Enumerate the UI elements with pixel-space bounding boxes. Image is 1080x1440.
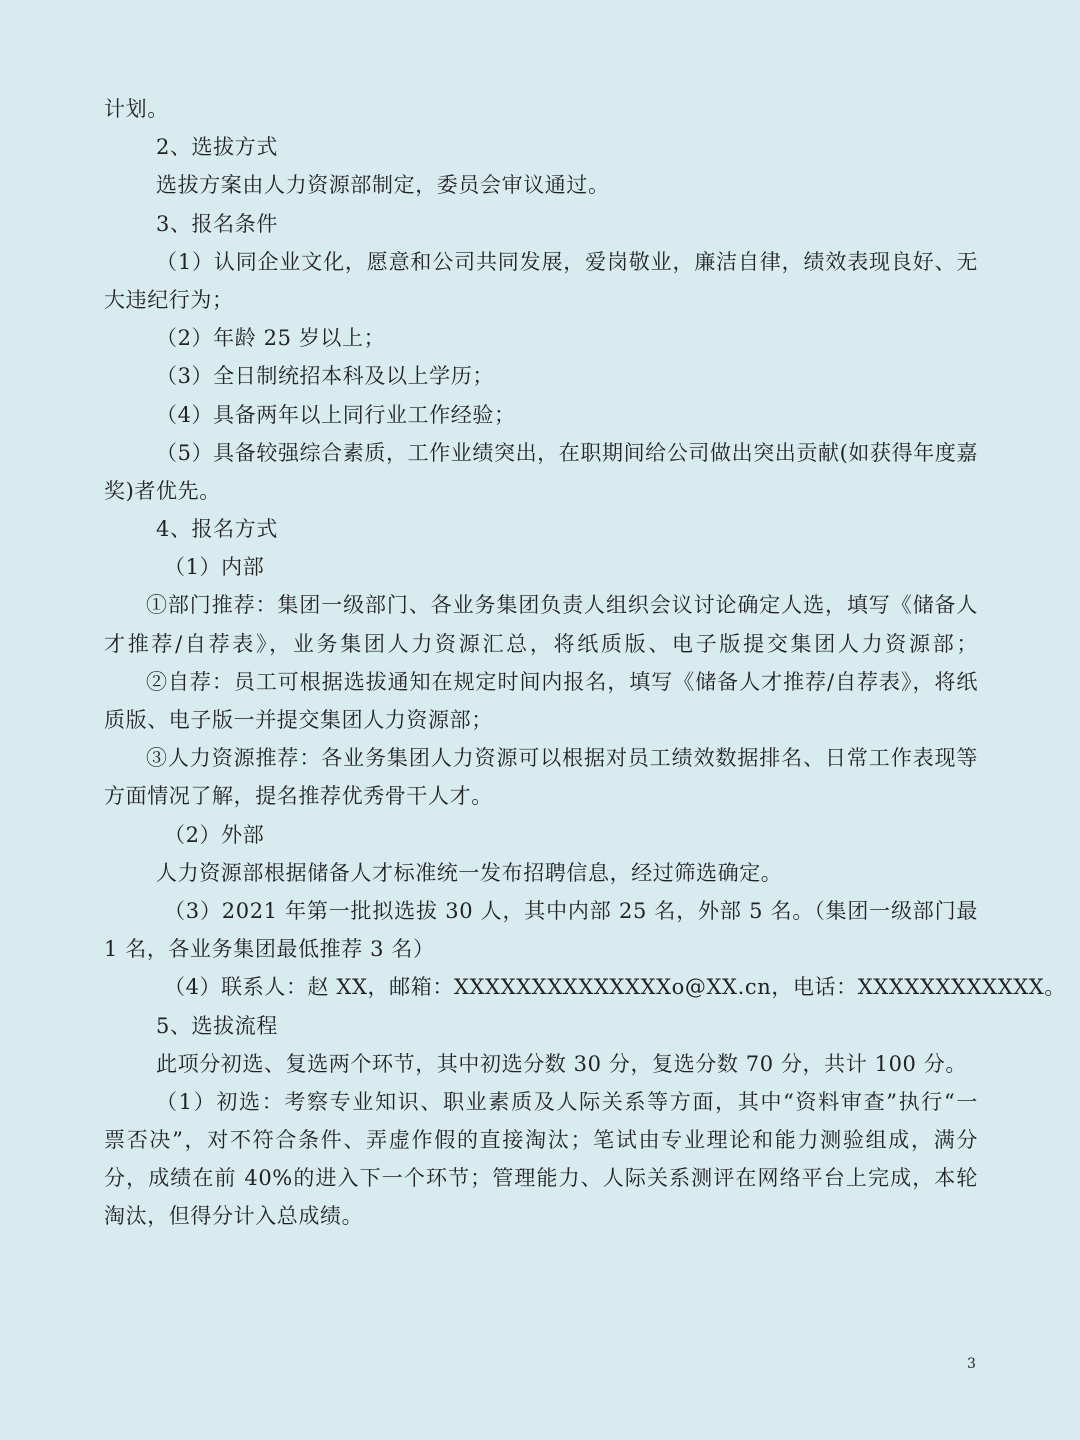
paragraph-continuation: 分，成绩在前 40%的进入下一个环节；管理能力、人际关系测评在网络平台上完成，本轮 <box>104 1166 978 1191</box>
page-number: 3 <box>967 1356 976 1372</box>
paragraph: 人力资源部根据储备人才标准统一发布招聘信息，经过筛选确定。 <box>156 860 783 885</box>
subsection-heading: （2）外部 <box>164 822 265 847</box>
section-heading: 2、选拔方式 <box>156 135 278 160</box>
paragraph: （3）2021 年第一批拟选拔 30 人，其中内部 25 名，外部 5 名。（集团一级部门最 <box>164 898 978 923</box>
paragraph-continuation: 票否决”，对不符合条件、弄虚作假的直接淘汰；笔试由专业理论和能力测验组成，满分 <box>104 1128 978 1153</box>
list-item: （2）年龄 25 岁以上； <box>156 326 386 351</box>
paragraph: 此项分初选、复选两个环节，其中初选分数 30 分，复选分数 70 分，共计 100 分。 <box>156 1051 967 1076</box>
paragraph-continuation: 淘汰，但得分计入总成绩。 <box>104 1204 364 1229</box>
document-body <box>104 90 1066 1236</box>
section-heading: 3、报名条件 <box>156 211 278 236</box>
section-heading: 5、选拔流程 <box>156 1013 278 1038</box>
text-line: 计划。 <box>104 97 169 121</box>
list-item: （5）具备较强综合素质，工作业绩突出，在职期间给公司做出突出贡献(如获得年度嘉 <box>156 440 978 465</box>
list-item: （3）全日制统招本科及以上学历； <box>156 364 494 389</box>
contact-line: （4）联系人：赵 XX，邮箱：XXXXXXXXXXXXXXo@XX.cn，电话：XXXXXXXXXXXX。 <box>164 975 1066 1000</box>
paragraph-continuation: 奖)者优先。 <box>104 478 221 503</box>
paragraph-continuation: 大违纪行为； <box>104 287 234 312</box>
section-heading: 4、报名方式 <box>156 517 278 542</box>
list-item: ③人力资源推荐：各业务集团人力资源可以根据对员工绩效数据排名、日常工作表现等 <box>146 746 978 771</box>
paragraph-continuation: 1 名，各业务集团最低推荐 3 名） <box>104 937 435 962</box>
subsection-heading: （1）内部 <box>164 555 265 580</box>
paragraph: （1）初选：考察专业知识、职业素质及人际关系等方面，其中“资料审查”执行“一 <box>156 1089 978 1114</box>
list-item: ①部门推荐：集团一级部门、各业务集团负责人组织会议讨论确定人选，填写《储备人 <box>146 593 978 618</box>
paragraph-continuation: 质版、电子版一并提交集团人力资源部； <box>104 708 493 732</box>
paragraph: 选拔方案由人力资源部制定，委员会审议通过。 <box>156 173 610 198</box>
list-item: ②自荐：员工可根据选拔通知在规定时间内报名，填写《储备人才推荐/自荐表》，将纸 <box>146 669 978 694</box>
paragraph: （1）认同企业文化，愿意和公司共同发展，爱岗敬业，廉洁自律，绩效表现良好、无 <box>156 249 978 274</box>
paragraph-continuation: 方面情况了解，提名推荐优秀骨干人才。 <box>104 784 493 809</box>
list-item: （4）具备两年以上同行业工作经验； <box>156 402 516 427</box>
paragraph-continuation: 才推荐/自荐表》，业务集团人力资源汇总，将纸质版、电子版提交集团人力资源部； <box>104 631 978 656</box>
